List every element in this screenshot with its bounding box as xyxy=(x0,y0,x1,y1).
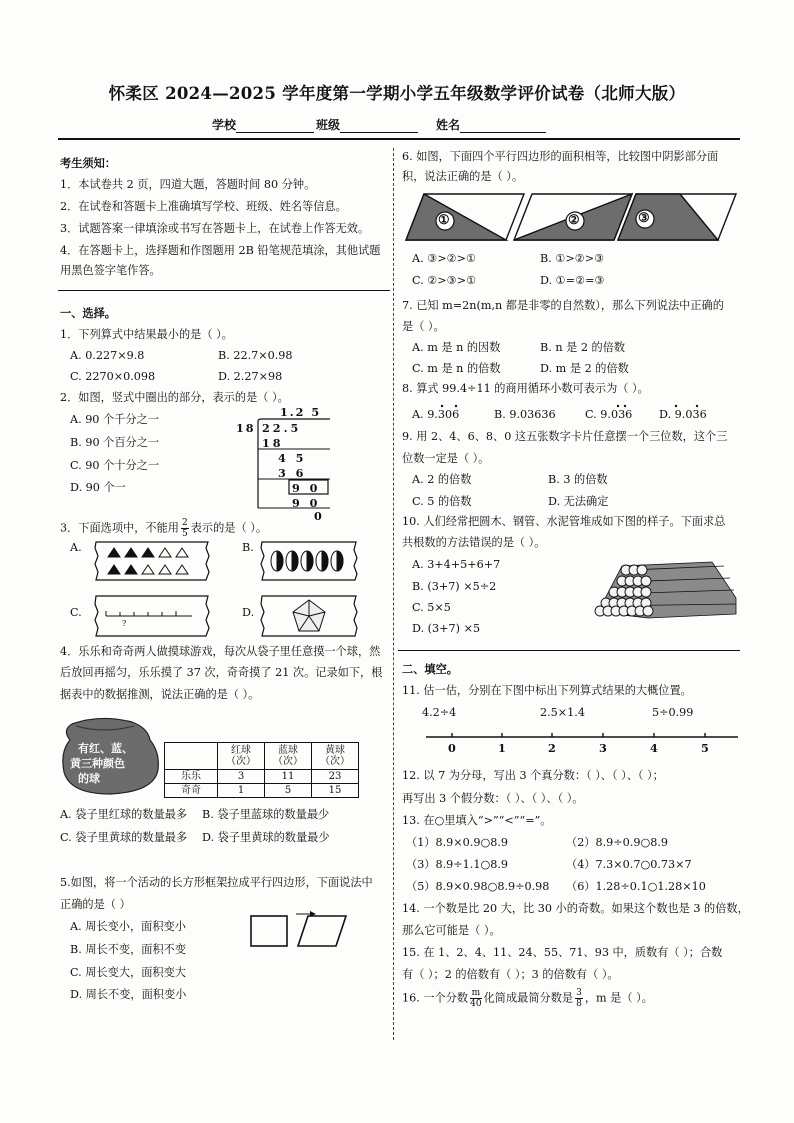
q10-stem-line: 共根数的方法错误的是（ ）。 xyxy=(402,536,546,549)
table-cell: 奇奇 xyxy=(165,784,218,798)
school-label: 学校 xyxy=(212,118,314,133)
q10-option-b: B. (3+7) ×5÷2 xyxy=(412,580,497,593)
q3-option-d: D. xyxy=(242,606,255,619)
q14-line: 那么它可能是（ ）。 xyxy=(402,924,501,937)
notice-item: 2．在试卷和答题卡上准确填写学校、班级、姓名等信息。 xyxy=(60,200,347,213)
q12-line: 再写出 3 个假分数：（ ）、（ ）、（ ）。 xyxy=(402,792,584,805)
q6-option-d: D. ①=②=③ xyxy=(540,274,605,287)
q5-option-a: A. 周长变小，面积变小 xyxy=(70,920,186,933)
q16-line: 16. 一个分数 $\frac{m}{40}$ 化简成最简分数是 $\frac{3}{8}$ ，m 是（ ）。 xyxy=(402,988,653,1009)
q5-option-b: B. 周长不变，面积不变 xyxy=(70,943,187,956)
q15-line: 有（ ）；2 的倍数有（ ）；3 的倍数有（ ）。 xyxy=(402,968,619,981)
table-cell: 1 xyxy=(218,784,265,798)
q4-option-a: A. 袋子里红球的数量最多 xyxy=(60,808,188,821)
tick-label: 1 xyxy=(498,741,506,755)
figure-label: ② xyxy=(568,213,580,228)
q14-line: 14. 一个数是比 20 大，比 30 小的奇数。如果这个数也是 3 的倍数， xyxy=(402,902,749,915)
q2-option-c: C. 90 个十分之一 xyxy=(70,459,160,472)
table-cell: 11 xyxy=(265,770,312,784)
division-remainder: 0 xyxy=(314,509,322,523)
q6-stem-line: 6. 如图，下面四个平行四边形的面积相等，比较图中阴影部分面 xyxy=(402,150,719,163)
bag-text: 的球 xyxy=(78,772,100,785)
q13-item: （1）8.9×0.9○8.9 xyxy=(406,836,509,849)
table-cell: 5 xyxy=(265,784,312,798)
q4-option-c: C. 袋子里黄球的数量最多 xyxy=(60,831,188,844)
q4-stem-line: 后放回再摇匀，乐乐摸了 37 次，奇奇摸了 21 次。记录如下，根 xyxy=(60,666,383,679)
q2-option-b: B. 90 个百分之一 xyxy=(70,436,160,449)
tick-label: 3 xyxy=(599,741,607,755)
notice-item: 用黑色签字笔作答。 xyxy=(60,264,161,277)
q4-stem-line: 4．乐乐和奇奇两人做摸球游戏，每次从袋子里任意摸一个球，然 xyxy=(60,645,381,658)
notice-heading: 考生须知： xyxy=(60,156,116,170)
fraction-two-fifths: $\frac{2}{5}$ xyxy=(182,518,188,539)
q11-stem: 11. 估一估，分别在下图中标出下列算式结果的大概位置。 xyxy=(402,684,692,697)
q3-option-a: A. xyxy=(70,541,82,554)
q4-option-d: D. 袋子里黄球的数量最少 xyxy=(202,831,330,844)
q9-option-b: B. 3 的倍数 xyxy=(548,473,608,486)
q1-stem: 1．下列算式中结果最小的是（ ）。 xyxy=(60,328,233,341)
q11-expression: 4.2÷4 xyxy=(422,706,457,719)
q8-stem: 8. 算式 99.4÷11 的商用循环小数可表示为（ ）。 xyxy=(402,382,649,395)
fraction-three-eighths: $\frac{3}{8}$ xyxy=(576,988,582,1009)
division-step: 4 5 xyxy=(278,451,307,465)
q10-option-a: A. 3+4+5+6+7 xyxy=(412,558,501,571)
division-step-circled: 9 0 xyxy=(292,481,321,495)
fraction-m-over-40: $\frac{m}{40}$ xyxy=(470,988,482,1009)
divisor: 18 xyxy=(236,421,256,435)
q1-option-a: A. 0.227×9.8 xyxy=(70,349,145,362)
q3-stem: 3．下面选项中，不能用 $\frac{2}{5}$ 表示的是（ ）。 xyxy=(60,518,268,539)
tick-label: 4 xyxy=(650,741,658,755)
q9-stem-line: 9. 用 2、4、6、8、0 这五张数字卡片任意摆一个三位数，这个三 xyxy=(402,430,728,443)
q13-item: （6）1.28÷0.1○1.28×10 xyxy=(566,880,706,893)
figure-label: ③ xyxy=(638,211,650,226)
notice-item: 1．本试卷共 2 页，四道大题，答题时间 80 分钟。 xyxy=(60,178,316,191)
number-line-question-mark: ? xyxy=(122,619,127,628)
class-label: 班级 xyxy=(316,118,418,133)
q9-stem-line: 位数一定是（ ）。 xyxy=(402,452,490,465)
bag-text: 黄三种颜色 xyxy=(70,757,125,770)
q8-option-c: C. 9.036 xyxy=(585,408,633,421)
division-step: 9 0 xyxy=(292,496,321,510)
bag-text: 有红、蓝、 xyxy=(78,742,133,755)
quotient: 1.2 5 xyxy=(280,405,322,419)
q9-option-d: D. 无法确定 xyxy=(548,495,609,508)
table-cell: 3 xyxy=(218,770,265,784)
q7-stem-line: 是（ ）。 xyxy=(402,320,445,333)
q10-option-c: C. 5×5 xyxy=(412,601,451,614)
tick-label: 0 xyxy=(448,741,456,755)
q13-stem: 13. 在○里填入“>”“<”“=”。 xyxy=(402,814,552,827)
q9-option-a: A. 2 的倍数 xyxy=(412,473,472,486)
section2-heading: 二、填空。 xyxy=(402,662,458,676)
division-step: 18 xyxy=(262,436,284,450)
q7-option-a: A. m 是 n 的因数 xyxy=(412,341,501,354)
table-head-cell: 蓝球 （次） xyxy=(265,743,312,770)
q7-option-c: C. m 是 n 的倍数 xyxy=(412,362,501,375)
q6-option-b: B. ①>②>③ xyxy=(540,252,605,265)
notice-item: 3．试题答案一律填涂或书写在答题卡上，在试卷上作答无效。 xyxy=(60,222,370,235)
dividend: 22.5 xyxy=(262,421,302,435)
q5-stem-line: 5.如图，将一个活动的长方形框架拉成平行四边形，下面说法中 xyxy=(60,876,373,889)
table-head-cell: 黄球 （次） xyxy=(312,743,359,770)
q5-option-c: C. 周长变大，面积变大 xyxy=(70,966,186,979)
q2-option-d: D. 90 个一 xyxy=(70,481,126,494)
q13-item: （2）8.9÷0.9○8.9 xyxy=(566,836,669,849)
q7-stem-line: 7. 已知 m=2n(m,n 都是非零的自然数），那么下列说法中正确的 xyxy=(402,299,724,312)
table-cell: 15 xyxy=(312,784,359,798)
q1-option-d: D. 2.27×98 xyxy=(218,370,283,383)
q10-option-d: D. (3+7) ×5 xyxy=(412,622,481,635)
q11-expression: 2.5×1.4 xyxy=(540,706,585,719)
q13-item: （4）7.3×0.7○0.73×7 xyxy=(566,858,692,871)
q3-option-b: B. xyxy=(242,541,254,554)
q12-line: 12. 以 7 为分母，写出 3 个真分数：（ ）、（ ）、（ ）； xyxy=(402,769,664,782)
q4-stem-line: 据表中的数据推测，说法正确的是（ ）。 xyxy=(60,688,260,701)
notice-item: 4．在答题卡上，选择题和作图题用 2B 铅笔规范填涂，其他试题 xyxy=(60,244,381,257)
q5-stem-line: 正确的是（ ） xyxy=(60,898,131,911)
q5-option-d: D. 周长不变，面积变小 xyxy=(70,988,187,1001)
table-cell: 23 xyxy=(312,770,359,784)
q1-option-c: C. 2270×0.098 xyxy=(70,370,156,383)
table-cell: 乐乐 xyxy=(165,770,218,784)
q9-option-c: C. 5 的倍数 xyxy=(412,495,472,508)
q8-option-d: D. 9.036 xyxy=(659,408,707,421)
figure-label: ① xyxy=(438,213,450,228)
q7-option-d: D. m 是 2 的倍数 xyxy=(540,362,629,375)
q8-option-b: B. 9.03636 xyxy=(494,408,556,421)
q15-line: 15. 在 1、2、4、11、24、55、71、93 中，质数有（ ）；合数 xyxy=(402,946,723,959)
q10-stem-line: 10. 人们经常把圆木、钢管、水泥管堆成如下图的样子。下面求总 xyxy=(402,515,726,528)
q6-stem-line: 积，说法正确的是（ ）。 xyxy=(402,170,524,183)
section1-heading: 一、选择。 xyxy=(60,306,116,320)
q1-option-b: B. 22.7×0.98 xyxy=(218,349,293,362)
q2-option-a: A. 90 个千分之一 xyxy=(70,413,159,426)
q13-item: （3）8.9÷1.1○8.9 xyxy=(406,858,509,871)
page-title: 怀柔区 2024—2025 学年度第一学期小学五年级数学评价试卷（北师大版） xyxy=(108,84,686,103)
q4-option-b: B. 袋子里蓝球的数量最少 xyxy=(202,808,330,821)
tick-label: 2 xyxy=(548,741,556,755)
q6-option-c: C. ②>③>① xyxy=(412,274,477,287)
division-step: 3 6 xyxy=(278,466,307,480)
table-head-cell: 红球 （次） xyxy=(218,743,265,770)
q8-option-a: A. 9.306 xyxy=(412,408,460,421)
q6-option-a: A. ③>②>① xyxy=(412,252,477,265)
q13-item: （5）8.9×0.98○8.9÷0.98 xyxy=(406,880,550,893)
name-label: 姓名 xyxy=(436,118,546,133)
q2-stem: 2．如图，竖式中圈出的部分，表示的是（ ）。 xyxy=(60,391,289,404)
tick-label: 5 xyxy=(701,741,709,755)
q7-option-b: B. n 是 2 的倍数 xyxy=(540,341,626,354)
q11-expression: 5÷0.99 xyxy=(652,706,694,719)
q3-option-c: C. xyxy=(70,606,82,619)
